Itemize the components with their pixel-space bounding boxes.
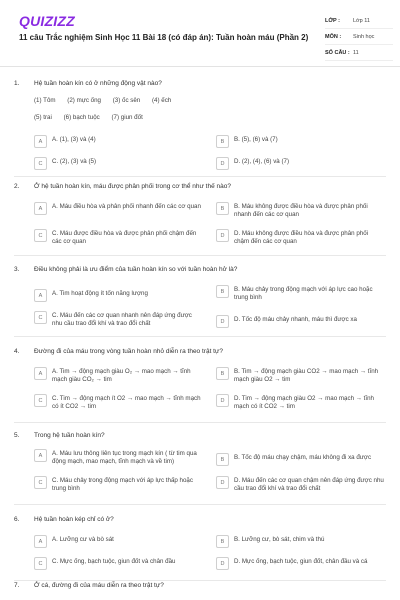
option-text: D. Mực ống, bạch tuộc, giun đốt, chân đầu và cá — [234, 558, 368, 565]
option-c[interactable] — [34, 158, 202, 170]
question-number: 6. — [14, 516, 20, 523]
option-d[interactable] — [216, 558, 384, 570]
option-letter-box: D — [216, 557, 229, 570]
worksheet-meta — [325, 13, 393, 61]
option-text: A. Tim hoạt động ít tốn năng lượng — [52, 290, 148, 297]
question-text: Đường đi của máu trong vòng tuần hoàn nhỏ diễn ra theo trật tự? — [34, 348, 223, 355]
prompt-item: (4) ếch — [151, 97, 172, 104]
prompt-line-1 — [34, 97, 181, 104]
question-number: 4. — [14, 348, 20, 355]
option-b[interactable] — [216, 536, 384, 548]
question-text: Hệ tuần hoàn kép chỉ có ở? — [34, 516, 114, 523]
divider — [14, 504, 386, 505]
option-text: A. Tim → động mạch giàu O₂ → mao mạch → tĩnh mạch giàu CO₂ → tim — [52, 368, 191, 383]
question-text: Ở hệ tuần hoàn kín, máu được phân phối trong cơ thể như thế nào? — [34, 183, 231, 190]
meta-key: MÔN : — [325, 33, 342, 40]
question-text: Hệ tuần hoàn kín có ở những động vật nào? — [34, 80, 162, 87]
option-letter-box: B — [216, 453, 229, 466]
option-c[interactable] — [34, 477, 202, 493]
option-text: A. Lưỡng cư và bò sát — [52, 536, 114, 543]
option-text: B. Tốc độ máu chạy chậm, máu không đi xa được — [234, 454, 372, 461]
option-a[interactable] — [34, 536, 202, 548]
divider — [14, 422, 386, 423]
option-c[interactable] — [34, 395, 202, 411]
question-number: 5. — [14, 432, 20, 439]
option-letter-box: D — [216, 476, 229, 489]
option-text: D. Tim → động mạch giàu O2 → mao mạch → tĩnh mạch có ít CO2 → tim — [234, 395, 374, 410]
option-d[interactable] — [216, 477, 384, 493]
option-a[interactable] — [34, 368, 202, 384]
question-number: 7. — [14, 582, 20, 589]
meta-key: SỐ CÂU : — [325, 49, 350, 56]
question-text: Điều không phải là ưu điểm của tuần hoàn kín so với tuần hoàn hở là? — [34, 266, 238, 273]
option-letter-box: A — [34, 449, 47, 462]
option-a[interactable] — [34, 290, 202, 302]
option-letter-box: D — [216, 394, 229, 407]
divider — [14, 176, 386, 177]
option-text: A. (1), (3) và (4) — [52, 136, 96, 143]
option-text: B. Tim → động mạch giàu CO2 → mao mạch → tĩnh mạch giàu O2 → tim — [234, 368, 379, 383]
option-c[interactable] — [34, 230, 202, 246]
prompt-item: (7) giun đốt — [111, 114, 143, 121]
option-letter-box: B — [216, 202, 229, 215]
option-text: D. Máu không được điều hòa và được phân phối chậm đến các cơ quan — [234, 230, 369, 245]
question-text: Trong hệ tuần hoàn kín? — [34, 432, 105, 439]
option-text: B. Máu chảy trong động mạch với áp lực cao hoặc trung bình — [234, 286, 373, 301]
prompt-item: (1) Tôm — [34, 97, 56, 104]
option-text: C. Máu được điều hòa và được phân phối chậm đến các cơ quan — [52, 230, 197, 245]
divider — [14, 336, 386, 337]
option-b[interactable] — [216, 286, 384, 302]
option-c[interactable] — [34, 558, 202, 570]
option-a[interactable] — [34, 136, 202, 148]
meta-row-class — [325, 13, 393, 29]
option-letter-box: C — [34, 157, 47, 170]
meta-row-subject — [325, 29, 393, 45]
worksheet-title: 11 câu Trắc nghiệm Sinh Học 11 Bài 18 (có đáp án): Tuần hoàn máu (Phần 2) — [19, 33, 309, 42]
option-text: B. Máu không được điều hòa và được phân phối nhanh đến các cơ quan — [234, 203, 368, 218]
meta-key: LỚP : — [325, 17, 340, 24]
option-letter-box: C — [34, 394, 47, 407]
option-c[interactable] — [34, 312, 202, 328]
option-a[interactable] — [34, 203, 202, 215]
option-d[interactable] — [216, 395, 384, 411]
option-letter-box: D — [216, 229, 229, 242]
option-letter-box: C — [34, 476, 47, 489]
option-letter-box: C — [34, 557, 47, 570]
option-text: A. Máu điều hòa và phân phối nhanh đến các cơ quan — [52, 203, 201, 210]
prompt-line-2 — [34, 114, 153, 121]
option-text: D. Máu đến các cơ quan chậm nên đáp ứng được nhu cầu trao đổi khí và trao đổi chất — [234, 477, 384, 492]
option-b[interactable] — [216, 368, 384, 384]
meta-value: Lớp 11 — [353, 17, 370, 24]
option-letter-box: C — [34, 229, 47, 242]
option-text: B. Lưỡng cư, bò sát, chim và thú — [234, 536, 325, 543]
option-d[interactable] — [216, 158, 384, 170]
option-letter-box: A — [34, 289, 47, 302]
question-number: 3. — [14, 266, 20, 273]
option-text: C. Máu đến các cơ quan nhanh nên đáp ứng được nhu cầu trao đổi khí và trao đổi chất — [52, 312, 192, 327]
option-a[interactable] — [34, 450, 202, 466]
option-b[interactable] — [216, 454, 384, 466]
question-number: 1. — [14, 80, 20, 87]
option-letter-box: B — [216, 535, 229, 548]
option-text: A. Máu lưu thông liên tục trong mạch kín ( từ tim qua động mạch, mao mạch, tĩnh mạch và về tim) — [52, 450, 197, 465]
question-number: 2. — [14, 183, 20, 190]
option-d[interactable] — [216, 230, 384, 246]
option-letter-box: A — [34, 367, 47, 380]
option-text: C. Tim → động mạch ít O2 → mao mạch → tĩnh mạch có ít CO2 → tim — [52, 395, 201, 410]
quizizz-logo: QUIZIZZ — [19, 13, 75, 29]
option-text: D. (2), (4), (6) và (7) — [234, 158, 290, 165]
option-d[interactable] — [216, 316, 384, 328]
option-letter-box: B — [216, 285, 229, 298]
prompt-item: (3) ốc sên — [112, 97, 141, 104]
question-text: Ở cá, đường đi của máu diễn ra theo trật tự? — [34, 582, 164, 589]
prompt-item: (5) trai — [34, 114, 52, 121]
option-b[interactable] — [216, 203, 384, 219]
option-text: C. Máu chảy trong động mạch với áp lực thấp hoặc trung bình — [52, 477, 193, 492]
option-letter-box: C — [34, 311, 47, 324]
option-letter-box: D — [216, 315, 229, 328]
prompt-item: (6) bạch tuộc — [63, 114, 100, 121]
option-letter-box: A — [34, 535, 47, 548]
option-text: D. Tốc độ máu chảy nhanh, máu thì được xa — [234, 316, 357, 323]
option-text: C. Mực ống, bạch tuộc, giun đốt và chân đầu — [52, 558, 176, 565]
option-text: B. (5), (6) và (7) — [234, 136, 278, 143]
divider — [14, 255, 386, 256]
worksheet-header — [0, 0, 400, 67]
meta-value: Sinh học — [353, 33, 375, 40]
option-letter-box: B — [216, 135, 229, 148]
meta-value: 11 — [353, 49, 359, 56]
option-b[interactable] — [216, 136, 384, 148]
option-text: C. (2), (3) và (5) — [52, 158, 97, 165]
option-letter-box: B — [216, 367, 229, 380]
meta-row-count — [325, 45, 393, 61]
prompt-item: (2) mực ống — [67, 97, 101, 104]
option-letter-box: A — [34, 135, 47, 148]
divider — [14, 580, 386, 581]
option-letter-box: D — [216, 157, 229, 170]
option-letter-box: A — [34, 202, 47, 215]
